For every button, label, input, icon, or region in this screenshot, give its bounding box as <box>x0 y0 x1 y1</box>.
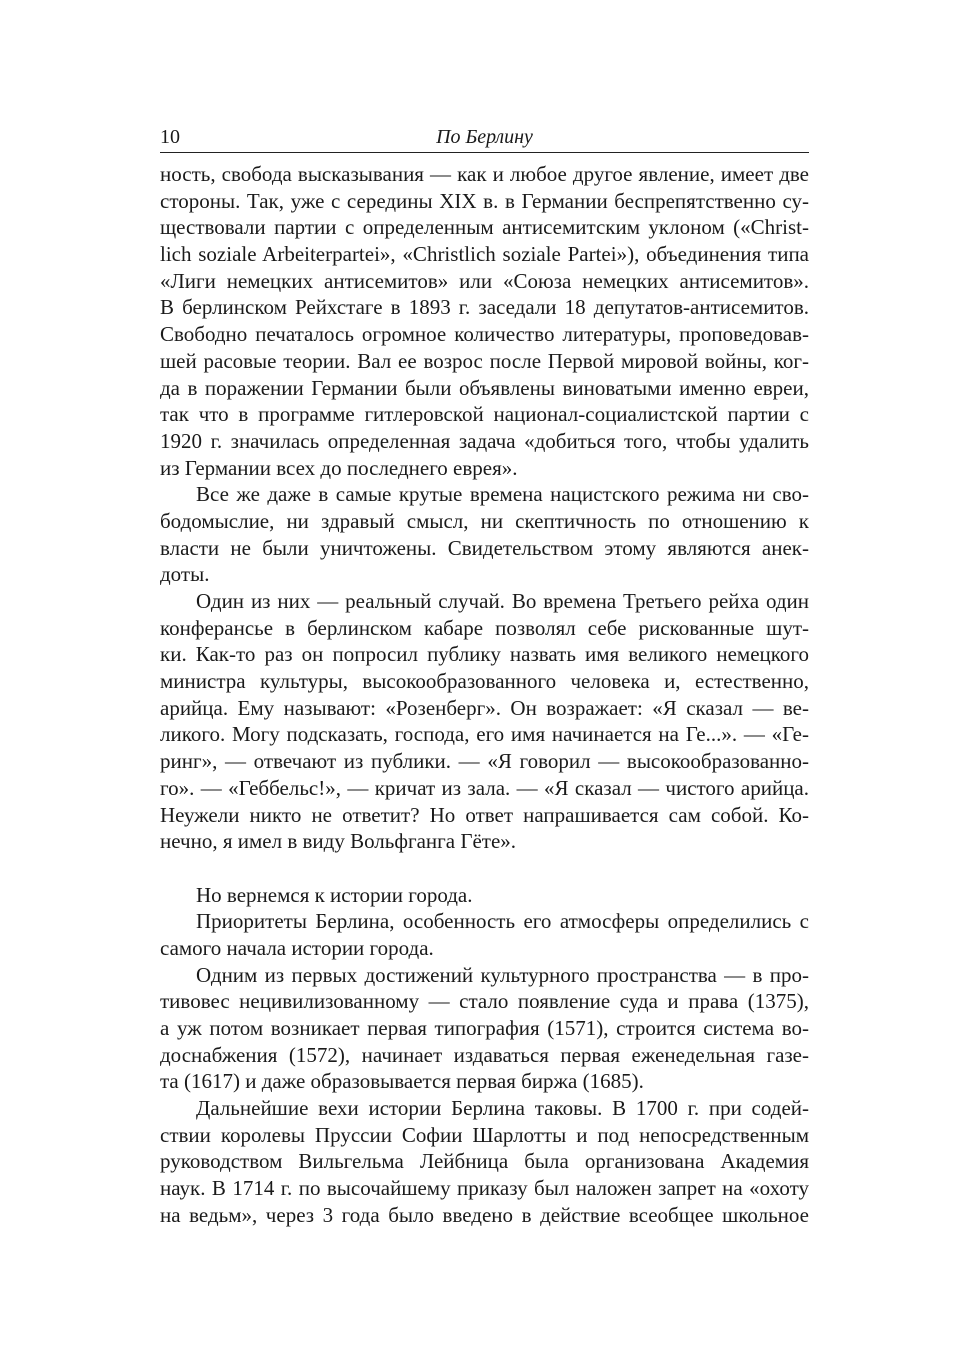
paragraph <box>160 481 809 588</box>
text-line: так что в программе гитлеровской национал-социалистской партии с <box>160 402 809 427</box>
text-line: доснабжения (1572), начинает издаваться первая еженедельная газе- <box>160 1042 809 1067</box>
text-line: В берлинском Рейхстаге в 1893 г. заседали 18 депутатов-антисемитов. <box>160 295 809 320</box>
text-line: доты. <box>160 562 210 587</box>
paragraph <box>160 161 809 481</box>
text-line: нечно, я имел в виду Вольфганга Гёте». <box>160 829 517 854</box>
paragraph <box>160 588 809 855</box>
text-line: тивовес нецивилизованному — стало появление суда и права (1375), <box>160 989 809 1014</box>
text-line: конферансье в берлинском кабаре позволял себе рискованные шут- <box>160 615 809 640</box>
text-line: ки. Как-то раз он попросил публику назвать имя великого немецкого <box>160 642 809 667</box>
text-line: да в поражении Германии были объявлены виноватыми именно евреи, <box>160 375 809 400</box>
text-line: власти не были уничтожены. Свидетельством этому являются анек- <box>160 535 809 560</box>
text-line: шей расовые теории. Вал ее возрос после Первой мировой войны, ког- <box>160 348 809 373</box>
text-line: из Германии всех до последнего еврея». <box>160 455 518 480</box>
text-line: ствии королевы Пруссии Софии Шарлотты и под непосредственным <box>160 1122 809 1147</box>
text-line: руководством Вильгельма Лейбница была организована Академия <box>160 1149 809 1174</box>
text-line: го». — «Геббельс!», — кричат из зала. — «Я сказал — чистого арийца. <box>160 775 809 800</box>
text-line: ществовали партии с определенным антисемитским уклоном («Christ- <box>160 215 809 240</box>
body-text <box>160 161 809 1229</box>
paragraph <box>160 962 809 1095</box>
text-line: министра культуры, высокообразованного человека и, естественно, <box>160 669 809 694</box>
section-break <box>160 855 809 882</box>
text-line: Но вернемся к истории города. <box>196 882 473 907</box>
text-line: арийца. Ему называют: «Розенберг». Он возражает: «Я сказал — ве- <box>160 695 809 720</box>
text-line: на ведьм», через 3 года было введено в действие всеобщее школьное <box>160 1202 809 1227</box>
text-line: та (1617) и даже образовывается первая биржа (1685). <box>160 1069 644 1094</box>
text-line: бодомыслие, ни здравый смысл, ни скептичность по отношению к <box>160 508 809 533</box>
paragraph <box>160 882 809 909</box>
text-line: ликого. Могу подсказать, господа, его имя начинается на Ге...». — «Ге- <box>160 722 809 747</box>
page-header <box>160 124 809 153</box>
page-number: 10 <box>160 126 180 148</box>
text-line: Один из них — реальный случай. Во времена Третьего рейха один <box>196 589 809 613</box>
text-line: lich soziale Arbeiterpartei», «Christlich soziale Partei»), объединения типа <box>160 242 809 267</box>
text-line: ность, свобода высказывания — как и любое другое явление, имеет две <box>160 162 809 186</box>
text-line: Дальнейшие вехи истории Берлина таковы. В 1700 г. при содей- <box>196 1096 809 1121</box>
text-line: Все же даже в самые крутые времена нацистского режима ни сво- <box>196 482 809 507</box>
text-line: Свободно печаталось огромное количество литературы, проповедовав- <box>160 322 809 347</box>
paragraph <box>160 908 809 961</box>
text-line: Одним из первых достижений культурного пространства — в про- <box>196 962 809 987</box>
text-line: а уж потом возникает первая типография (1571), строится система во- <box>160 1016 809 1040</box>
text-line: Неужели никто не ответит? Но ответ напрашивается сам собой. Ко- <box>160 802 809 827</box>
paragraph <box>160 1095 809 1228</box>
text-line: 1920 г. значилась определенная задача «добиться того, чтобы удалить <box>160 428 809 453</box>
text-line: самого начала истории города. <box>160 935 434 960</box>
text-line: ринг», — отвечают из публики. — «Я говорил — высокообразованно- <box>160 749 809 774</box>
text-line: «Лиги немецких антисемитов» или «Союза немецких антисемитов». <box>160 268 809 293</box>
text-line: Приоритеты Берлина, особенность его атмосферы определились с <box>196 909 809 934</box>
text-line: наук. В 1714 г. по высочайшему приказу был наложен запрет на «охоту <box>160 1176 809 1201</box>
text-line: стороны. Так, уже с середины XIX в. в Германии беспрепятственно су- <box>160 188 809 213</box>
running-title: По Берлину <box>436 126 533 148</box>
